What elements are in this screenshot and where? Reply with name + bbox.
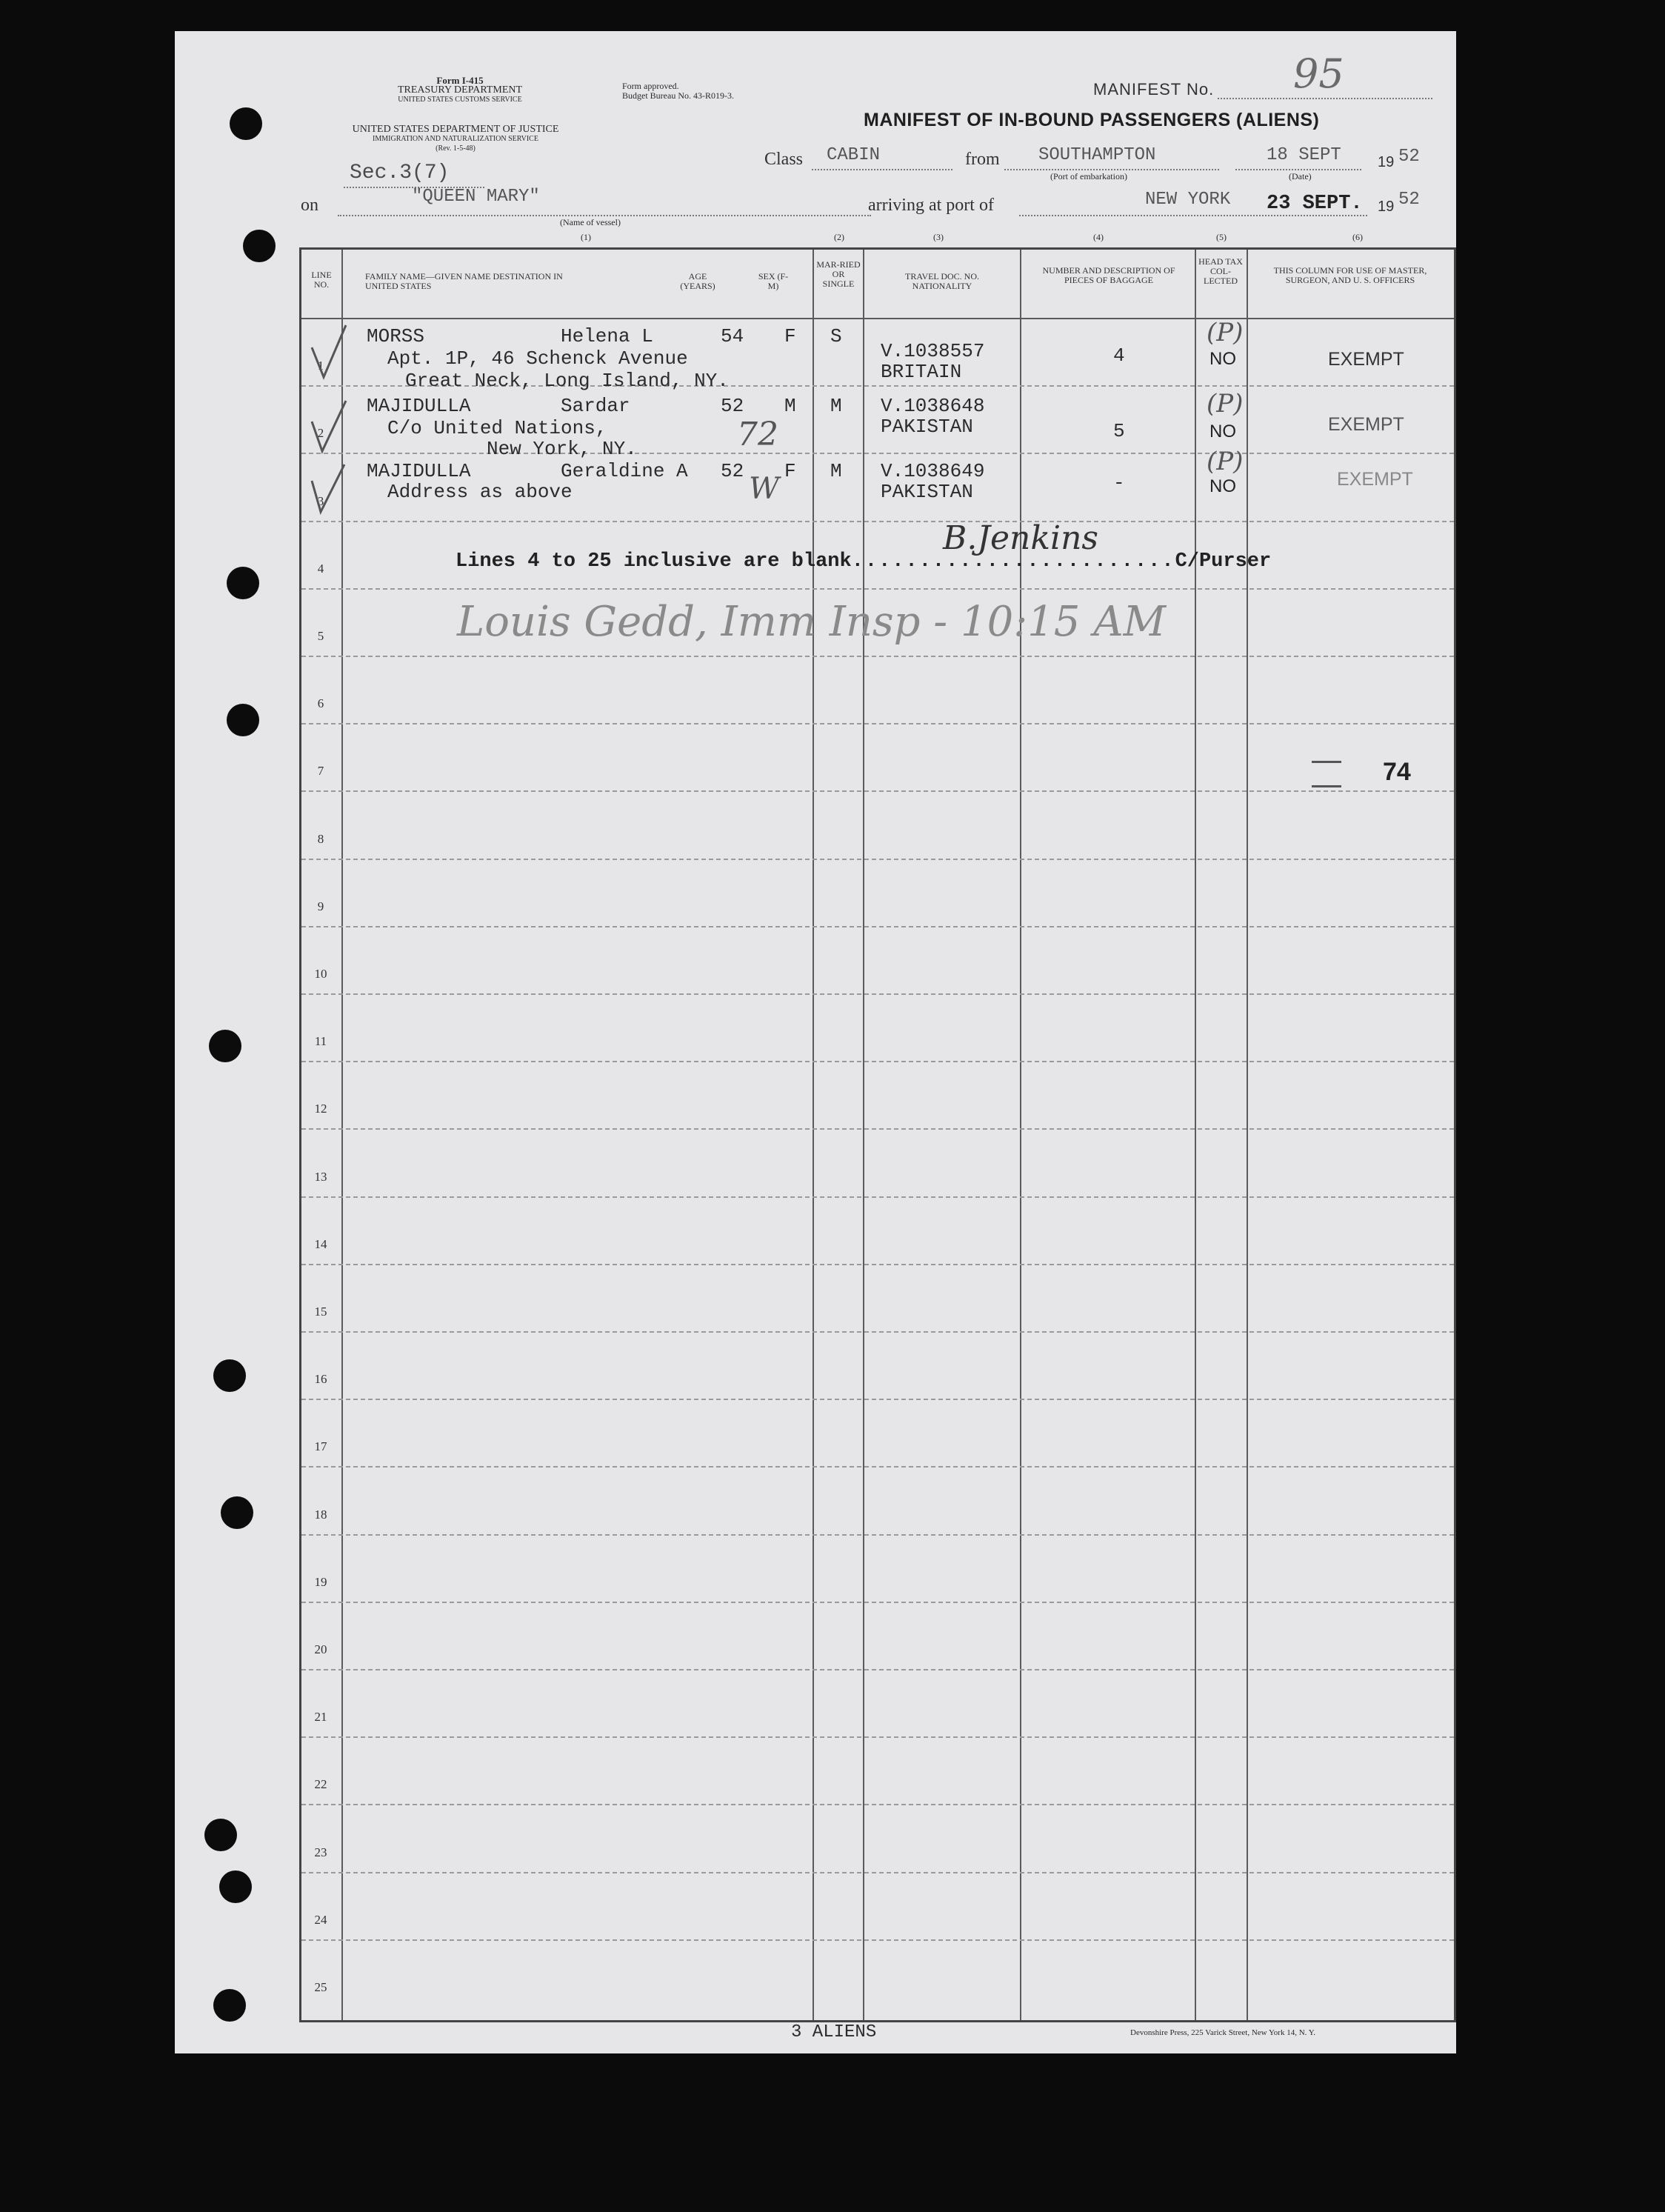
side-dashes (1312, 761, 1341, 787)
vessel-caption: (Name of vessel) (560, 217, 621, 227)
page-title: MANIFEST OF IN-BOUND PASSENGERS (ALIENS) (864, 110, 1320, 130)
col-divider (1247, 250, 1248, 2020)
manifest-page (175, 31, 1456, 2053)
blank-lines-text: Lines 4 to 25 inclusive are blank (456, 550, 852, 573)
arrival-year-prefix: 19 (1378, 199, 1395, 215)
binder-hole (230, 107, 262, 140)
line-number: 17 (314, 1439, 327, 1454)
col-number-4: (4) (1093, 232, 1104, 242)
col-header-head-tax: HEAD TAX COL-LECTED (1198, 256, 1243, 286)
address-line-1: Address as above (387, 481, 573, 503)
col-divider (1020, 250, 1021, 2020)
col-header-travel-doc: TRAVEL DOC. NO. NATIONALITY (904, 271, 979, 291)
officer-note: EXEMPT (1337, 469, 1413, 490)
head-tax-mark: (P) (1207, 318, 1244, 347)
row-separator (301, 1534, 1454, 1536)
section-number: Sec.3(7) (350, 161, 450, 184)
line-number: 1 (317, 359, 324, 373)
given-name: Sardar (561, 395, 630, 417)
total-aliens: 3 ALIENS (791, 2022, 877, 2042)
line-number: 6 (317, 696, 324, 711)
arrival-line (1019, 215, 1367, 216)
travel-doc-number: V.1038649 (881, 460, 985, 482)
line-number: 9 (317, 899, 324, 913)
sex: F (784, 325, 796, 347)
class-label: Class (764, 150, 804, 169)
manifest-number-label: MANIFEST No. (1093, 80, 1215, 99)
row-separator (301, 993, 1454, 995)
row-separator (301, 1804, 1454, 1805)
head-tax-mark: (P) (1207, 389, 1244, 419)
arriving-label: arriving at port of (868, 196, 994, 215)
binder-hole (221, 1496, 253, 1529)
row-separator (301, 1872, 1454, 1873)
line-number: 23 (314, 1845, 327, 1859)
line-number: 7 (317, 764, 324, 779)
row-separator (301, 1602, 1454, 1603)
row-separator (301, 723, 1454, 724)
budget-bureau-text: Budget Bureau No. 43-R019-3. (622, 90, 734, 101)
form-number: Form I-415 (436, 75, 484, 86)
from-label: from (965, 150, 1000, 169)
row-separator (301, 1061, 1454, 1062)
officer-note: EXEMPT (1328, 414, 1404, 435)
col-header-name: FAMILY NAME—GIVEN NAME DESTINATION IN UNITED STATES (365, 271, 563, 291)
line-number: 24 (314, 1912, 327, 1927)
class-value: CABIN (827, 145, 881, 165)
line-number: 18 (314, 1507, 327, 1522)
justice-block (296, 124, 615, 153)
purser-signature: B.Jenkins (943, 519, 1098, 557)
line-number: 22 (314, 1777, 327, 1792)
customs-service: UNITED STATES CUSTOMS SERVICE (398, 96, 522, 104)
line-number: 16 (314, 1372, 327, 1387)
class-line (812, 169, 952, 170)
col-divider (863, 250, 864, 2020)
col-header-line-no: LINE NO. (311, 270, 332, 290)
binder-hole (213, 1359, 246, 1392)
binder-hole (204, 1819, 237, 1851)
departure-year-prefix: 19 (1378, 154, 1395, 170)
line-number: 8 (317, 831, 324, 846)
row-separator (301, 1736, 1454, 1738)
handwritten-note: 72 (737, 416, 778, 453)
col-number-3: (3) (933, 232, 944, 242)
col-header-married: MAR-RIED OR SINGLE (816, 259, 861, 289)
row-separator (301, 1669, 1454, 1670)
on-label: on (301, 196, 318, 215)
line-number: 21 (314, 1710, 327, 1725)
given-name: Geraldine A (561, 460, 688, 482)
form-agency-block (334, 76, 586, 104)
col-header-baggage: NUMBER AND DESCRIPTION OF PIECES OF BAGGAGE (1042, 265, 1175, 285)
date-caption: (Date) (1289, 171, 1312, 181)
travel-doc-number: V.1038557 (881, 340, 985, 362)
sex: F (784, 460, 796, 482)
from-line (1004, 169, 1219, 170)
nationality: BRITAIN (881, 361, 962, 383)
form-approved-text: Form approved. (622, 81, 679, 91)
col-divider (813, 250, 814, 2020)
row-separator (301, 1939, 1454, 1941)
departure-day: 18 SEPT (1267, 145, 1341, 165)
row-separator (301, 926, 1454, 927)
marital-status: S (830, 325, 842, 347)
form-revision: (Rev. 1-5-48) (436, 144, 476, 153)
col-number-5: (5) (1216, 232, 1227, 242)
line-number: 14 (314, 1236, 327, 1251)
line-number: 4 (317, 561, 324, 576)
officer-note: EXEMPT (1328, 349, 1404, 370)
col-number-1: (1) (581, 232, 591, 242)
check-mark-icon (307, 318, 352, 540)
line-number: 13 (314, 1169, 327, 1184)
baggage-count: - (1113, 472, 1125, 494)
printer-credit: Devonshire Press, 225 Varick Street, New York 14, N. Y. (1130, 2028, 1316, 2037)
head-tax: NO (1209, 349, 1236, 369)
form-approval (622, 81, 734, 101)
line-number: 15 (314, 1305, 327, 1319)
handwritten-note: W (749, 472, 780, 506)
vessel-name: "QUEEN MARY" (412, 187, 540, 207)
line-number: 11 (314, 1034, 327, 1049)
row-separator (301, 1128, 1454, 1130)
side-number: 74 (1383, 758, 1411, 786)
nationality: PAKISTAN (881, 481, 973, 503)
date-line (1235, 169, 1361, 170)
binder-hole (227, 704, 259, 736)
address-line-1: C/o United Nations, (387, 417, 607, 439)
col-header-officers: THIS COLUMN FOR USE OF MASTER, SURGEON, AND U. S. OFFICERS (1273, 265, 1427, 285)
header-rule (301, 318, 1454, 319)
row-separator (301, 588, 1454, 590)
line-number: 25 (314, 1980, 327, 1994)
address-line-2: New York, NY. (487, 438, 637, 460)
line-number: 5 (317, 629, 324, 643)
row-separator (301, 521, 1454, 522)
inspector-note: Louis Gedd, Imm Insp - 10:15 AM (457, 598, 1166, 646)
blank-lines-note: Lines 4 to 25 inclusive are blank........................C/Purser (456, 550, 1272, 573)
manifest-number-line (1218, 98, 1432, 99)
head-tax: NO (1209, 476, 1236, 496)
binder-hole (243, 230, 276, 262)
line-number: 19 (314, 1574, 327, 1589)
arrival-port: NEW YORK (1145, 190, 1231, 210)
row-separator (301, 1466, 1454, 1468)
embarkation-port: SOUTHAMPTON (1038, 145, 1156, 165)
line-number: 10 (314, 967, 327, 981)
passenger-table (299, 247, 1456, 2022)
head-tax: NO (1209, 422, 1236, 442)
baggage-count: 5 (1113, 420, 1125, 442)
head-tax-mark: (P) (1207, 447, 1244, 476)
marital-status: M (830, 395, 842, 417)
baggage-count: 4 (1113, 344, 1125, 367)
line-number: 2 (317, 426, 324, 441)
address-line-2: Great Neck, Long Island, NY. (405, 370, 729, 392)
age: 52 (721, 395, 744, 417)
nationality: PAKISTAN (881, 416, 973, 438)
travel-doc-number: V.1038648 (881, 395, 985, 417)
row-separator (301, 1264, 1454, 1265)
age: 52 (721, 460, 744, 482)
embarkation-caption: (Port of embarkation) (1050, 171, 1127, 181)
binder-hole (227, 567, 259, 599)
justice-dept: UNITED STATES DEPARTMENT OF JUSTICE (352, 124, 559, 135)
line-number: 12 (314, 1102, 327, 1116)
col-number-6: (6) (1352, 232, 1363, 242)
row-separator (301, 1399, 1454, 1400)
line-number: 20 (314, 1642, 327, 1656)
vessel-line (338, 215, 871, 216)
binder-hole (209, 1030, 241, 1062)
row-separator (301, 859, 1454, 860)
age: 54 (721, 325, 744, 347)
line-number: 3 (317, 493, 324, 508)
binder-hole (213, 1989, 246, 2022)
given-name: Helena L (561, 325, 653, 347)
col-header-age: AGE (YEARS) (680, 271, 715, 291)
family-name: MAJIDULLA (367, 460, 471, 482)
row-separator (301, 1331, 1454, 1333)
binder-hole (219, 1870, 252, 1903)
sex: M (784, 395, 796, 417)
purser-title: C/Purser (1175, 550, 1272, 573)
manifest-number: 95 (1293, 50, 1344, 97)
family-name: MORSS (367, 325, 425, 347)
row-separator (301, 453, 1454, 454)
col-header-sex: SEX (F-M) (758, 271, 789, 291)
marital-status: M (830, 460, 842, 482)
address-line-1: Apt. 1P, 46 Schenck Avenue (387, 347, 688, 370)
row-separator (301, 656, 1454, 657)
col-number-2: (2) (834, 232, 844, 242)
ins-service: IMMIGRATION AND NATURALIZATION SERVICE (373, 135, 538, 143)
row-separator (301, 1196, 1454, 1198)
arrival-year: 52 (1398, 190, 1420, 210)
family-name: MAJIDULLA (367, 395, 471, 417)
treasury-dept: TREASURY DEPARTMENT (397, 84, 523, 96)
arrival-day: 23 SEPT. (1267, 193, 1363, 215)
row-separator (301, 790, 1454, 792)
col-divider (1195, 250, 1196, 2020)
departure-year: 52 (1398, 147, 1420, 167)
